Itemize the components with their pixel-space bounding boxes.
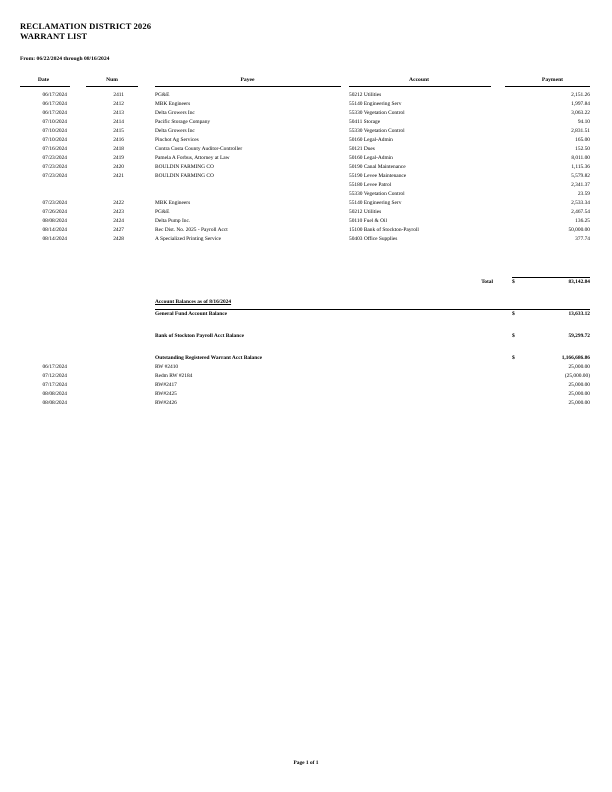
warrant-label: RW#2425 [155,391,177,397]
row-account: 55330 Vegetation Control [349,110,405,116]
row-account: 55330 Vegetation Control [349,128,405,134]
row-num: 2423 [113,209,124,215]
row-account: 50212 Utilities [349,209,382,215]
warrant-value: 25,000.00 [568,391,590,397]
warrant-label: RW#2426 [155,400,177,406]
balances-heading: Account Balances as of 8/16/2024 [155,299,232,305]
row-num: 2411 [113,92,124,98]
header-underline-date [20,86,70,87]
row-payee: Contra Costa County Auditor-Controller [155,146,243,152]
row-account: 55330 Vegetation Control [349,191,405,197]
row-payment: 165.00 [575,137,590,143]
row-payee: Delta Growers Inc [155,110,195,116]
row-num: 2416 [113,137,124,143]
balance-value-general: 13,633.12 [568,311,590,317]
row-date: 06/17/2024 [42,110,67,116]
balance-label-warrant: Outstanding Registered Warrant Acct Balance [155,355,263,361]
row-payment: 152.50 [575,146,590,152]
row-date: 06/17/2024 [42,101,67,107]
total-value: 83,142.84 [568,279,590,285]
warrant-date: 07/12/2024 [42,373,67,379]
date-range: From: 06/22/2024 through 08/16/2024 [20,56,110,62]
row-payment: 8,011.00 [571,155,590,161]
row-payee: Rec Dist. No. 2025 - Payroll Acct [155,227,228,233]
row-payment: 50,000.00 [568,227,590,233]
total-label: Total [481,279,493,285]
warrant-label: RW #2410 [155,364,179,370]
warrant-label: RW#2417 [155,382,177,388]
row-payment: 3,063.22 [571,110,590,116]
row-account: 15100 Bank of Stockton-Payroll [349,227,419,233]
row-payee: Pacific Storage Company [155,119,211,125]
row-account: 50110 Fuel & Oil [349,218,387,224]
row-payment: 23.59 [577,191,590,197]
column-header-account: Account [409,77,429,83]
report-title: RECLAMATION DISTRICT 2026 [20,21,152,31]
column-header-date: Date [37,77,50,83]
balance-currency-warrant: $ [512,355,515,361]
row-date: 08/14/2024 [42,227,67,233]
row-account: 50121 Dues [349,146,375,152]
row-payment: 2,467.54 [571,209,590,215]
header-underline-num [86,86,138,87]
row-account: 55190 Levee Maintenance [349,173,407,179]
column-header-num: Num [106,77,118,83]
row-account: 55180 Levee Patrol [349,182,392,188]
row-account: 50160 Legal-Admin [349,137,393,143]
row-num: 2420 [113,164,124,170]
row-date: 07/23/2024 [42,173,67,179]
row-num: 2415 [113,128,124,134]
row-payment: 2,831.51 [571,128,590,134]
row-date: 07/10/2024 [42,119,67,125]
warrant-date: 06/17/2024 [42,364,67,370]
row-date: 08/08/2024 [42,218,67,224]
header-underline-account [349,86,491,87]
row-payment: 5,579.82 [571,173,590,179]
page-number: Page 1 of 1 [293,760,319,766]
warrant-value: 25,000.00 [568,400,590,406]
warrant-date: 08/08/2024 [42,400,67,406]
row-date: 06/17/2024 [42,92,67,98]
total-rule [512,277,590,278]
row-account: 55140 Engineering Serv [349,200,402,206]
row-payment: 136.25 [575,218,590,224]
row-payee: BOULDIN FARMING CO [155,164,214,170]
row-payee: MBK Engineers [155,101,191,107]
row-payment: 2,151.26 [571,92,590,98]
row-date: 07/23/2024 [42,155,67,161]
row-account: 50403 Office Supplies [349,236,398,242]
row-payee: PG&E [155,92,170,98]
row-account: 55140 Engineering Serv [349,101,402,107]
column-header-payee: Payee [240,77,255,83]
report-subtitle: WARRANT LIST [20,31,88,41]
balance-value-payroll: 59,299.72 [568,333,590,339]
row-payee: Pamela A Forbus, Attorney at Law [155,155,230,161]
row-num: 2419 [113,155,124,161]
row-payment: 2,533.34 [571,200,590,206]
row-payment: 1,115.36 [571,164,590,170]
row-num: 2428 [113,236,124,242]
row-account: 50160 Legal-Admin [349,155,393,161]
balance-currency-payroll: $ [512,333,515,339]
row-date: 07/23/2024 [42,200,67,206]
balance-label-general: General Fund Account Balance [155,311,228,317]
row-payee: A Specialized Printing Service [155,236,222,242]
row-payee: Pinchot Ag Services [155,137,199,143]
warrant-value: 25,000.00 [568,382,590,388]
total-currency: $ [512,279,515,285]
row-account: 50190 Canal Maintenance [349,164,406,170]
balance-currency-general: $ [512,311,515,317]
row-payee: Delta Pump Inc. [155,218,191,224]
row-num: 2412 [113,101,124,107]
warrant-value: 25,000.00 [568,364,590,370]
row-num: 2422 [113,200,124,206]
row-date: 07/10/2024 [42,128,67,134]
warrant-date: 08/08/2024 [42,391,67,397]
row-payee: MBK Engineers [155,200,191,206]
row-num: 2427 [113,227,124,233]
row-account: 50411 Storage [349,119,381,125]
row-payment: 1,997.84 [571,101,590,107]
header-underline-payment [505,86,590,87]
row-date: 07/26/2024 [42,209,67,215]
row-date: 07/10/2024 [42,137,67,143]
header-underline-payee [155,86,341,87]
balance-value-warrant: 1,166,686.86 [561,355,590,361]
row-date: 07/16/2024 [42,146,67,152]
row-num: 2418 [113,146,124,152]
balance-label-payroll: Bank of Stockton Payroll Acct Balance [155,333,244,339]
row-account: 50212 Utilities [349,92,382,98]
row-payment: 2,341.37 [571,182,590,188]
warrant-value: (25,000.00) [564,373,590,379]
balances-rule [155,309,590,310]
row-date: 08/14/2024 [42,236,67,242]
row-payment: 94.10 [577,119,590,125]
row-payment: 377.74 [575,236,590,242]
row-payee: PG&E [155,209,170,215]
row-payee: BOULDIN FARMING CO [155,173,214,179]
row-num: 2413 [113,110,124,116]
row-payee: Delta Growers Inc [155,128,195,134]
warrant-label: Redm RW #2184 [155,373,193,379]
row-date: 07/23/2024 [42,164,67,170]
column-header-payment: Payment [541,77,564,83]
row-num: 2414 [113,119,124,125]
row-num: 2424 [113,218,124,224]
row-num: 2421 [113,173,124,179]
warrant-date: 07/17/2024 [42,382,67,388]
